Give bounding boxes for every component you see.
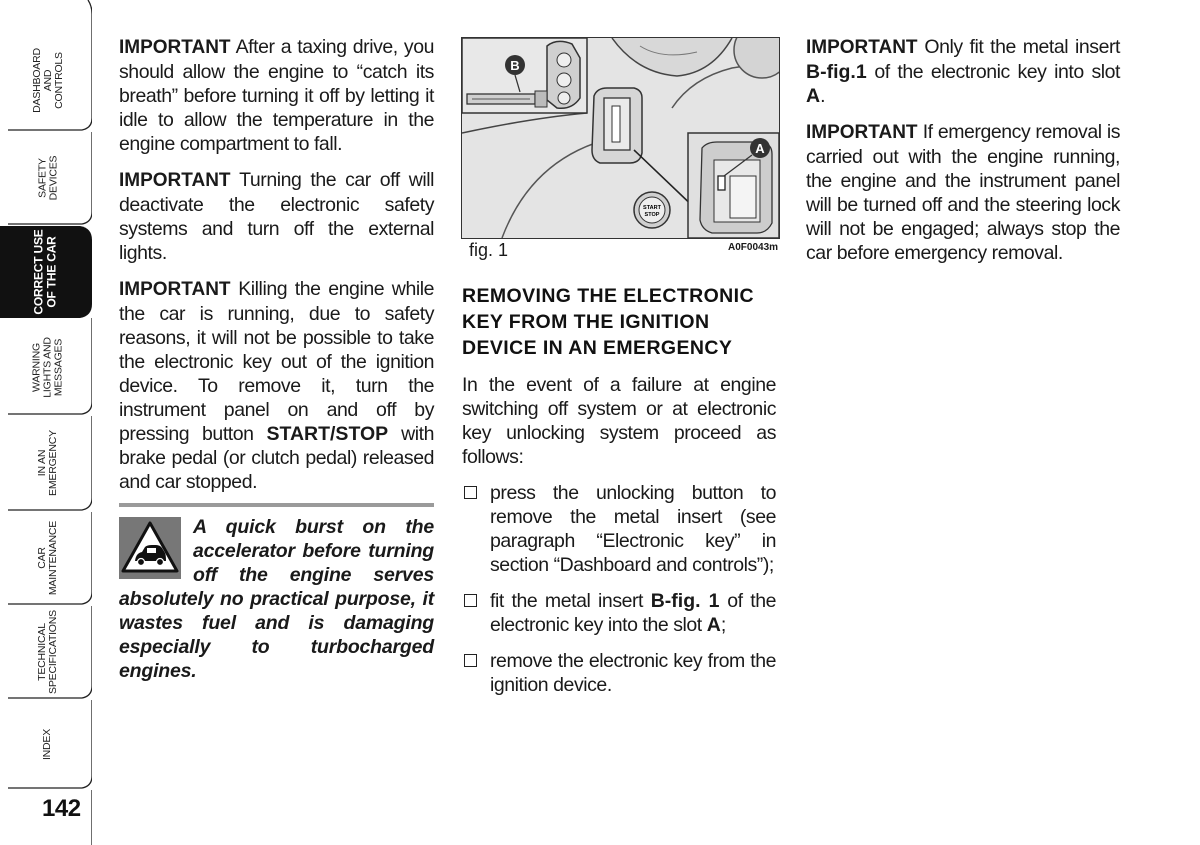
label-b: B bbox=[510, 58, 520, 73]
step-text: fit the metal insert bbox=[490, 590, 644, 612]
figure-caption: fig. 1 bbox=[469, 240, 509, 260]
tab-correct-use-of-the-car[interactable] bbox=[0, 226, 92, 318]
note-text: with brake pedal (or clutch pedal) released and car stopped. bbox=[119, 423, 434, 493]
figure-code: A0F0043m bbox=[728, 242, 779, 253]
start-stop-button-name: START/STOP bbox=[266, 423, 389, 445]
ignition-illustration bbox=[462, 38, 779, 238]
steps-list bbox=[462, 481, 776, 697]
tab-index[interactable] bbox=[8, 700, 88, 788]
important-keyword: IMPORTANT bbox=[119, 37, 231, 58]
important-keyword: IMPORTANT bbox=[806, 122, 918, 143]
tab-label: CAR MAINTENANCE bbox=[35, 520, 59, 596]
page-number: 142 bbox=[42, 795, 81, 822]
intro-paragraph: In the event of a failure at engine switching off system or at electronic key unlocking system proceed as follows: bbox=[462, 374, 776, 468]
section-tabs bbox=[0, 0, 92, 845]
note-text: Only fit the metal insert bbox=[924, 36, 1120, 58]
important-keyword: IMPORTANT bbox=[119, 170, 231, 191]
warning-divider bbox=[119, 503, 434, 507]
checkbox-bullet-icon bbox=[464, 594, 477, 607]
tab-label: DASHBOARD AND CONTROLS bbox=[30, 47, 65, 113]
important-note-2 bbox=[119, 168, 434, 265]
important-keyword: IMPORTANT bbox=[806, 37, 918, 58]
step-text: of the electronic key into the slot bbox=[490, 590, 777, 636]
tab-label: INDEX bbox=[41, 728, 54, 760]
warning-text: A quick burst on the accelerator before turning off the engine serves absolutely no practical purpose, it wastes fuel and is damaging especially to turbocharged engines. bbox=[119, 516, 434, 682]
slot-reference: A bbox=[706, 614, 721, 636]
list-item bbox=[462, 481, 776, 577]
tab-car-maintenance[interactable] bbox=[8, 512, 88, 604]
start-label: START bbox=[643, 205, 661, 211]
section-heading: REMOVING THE ELECTRONIC KEY FROM THE IGNITION DEVICE IN AN EMERGENCY bbox=[462, 285, 754, 359]
tab-safety-devices[interactable] bbox=[8, 132, 88, 224]
note-text: . bbox=[820, 85, 826, 107]
figure-reference: B-fig. 1 bbox=[650, 590, 720, 612]
tab-label: CORRECT USE OF THE CAR bbox=[31, 229, 59, 315]
tab-label: SAFETY DEVICES bbox=[35, 155, 59, 201]
tab-in-an-emergency[interactable] bbox=[8, 416, 88, 510]
right-column bbox=[806, 35, 1120, 277]
warning-box bbox=[119, 503, 434, 683]
important-note-5 bbox=[806, 120, 1120, 265]
important-note-4 bbox=[806, 35, 1120, 108]
step-text: remove the electronic key from the ignition device. bbox=[490, 650, 776, 696]
step-text: press the unlocking button to remove the metal insert (see paragraph “Electronic key” in section “Dashboard and controls”); bbox=[490, 482, 776, 576]
list-item bbox=[462, 649, 776, 697]
important-note-3 bbox=[119, 277, 434, 494]
tab-warning-lights-and-messages[interactable] bbox=[8, 320, 88, 414]
stop-label: STOP bbox=[644, 212, 660, 218]
figure-reference: B-fig.1 bbox=[806, 61, 867, 83]
slot-reference: A bbox=[806, 85, 821, 107]
left-column bbox=[119, 35, 434, 506]
tab-dashboard-and-controls[interactable] bbox=[8, 30, 88, 130]
checkbox-bullet-icon bbox=[464, 486, 477, 499]
important-keyword: IMPORTANT bbox=[119, 279, 231, 300]
tab-label: IN AN EMERGENCY bbox=[35, 430, 59, 496]
list-item bbox=[462, 589, 776, 637]
step-text: ; bbox=[720, 614, 726, 636]
note-text: Turning the car off will deactivate the electronic safety systems and turn off the external lights. bbox=[119, 169, 434, 264]
figure-1 bbox=[461, 37, 780, 239]
note-text: If emergency removal is carried out with the engine running, the engine and the instrument panel will be turned off and the steering lock will not be engaged; always stop the car before emergency removal. bbox=[806, 121, 1121, 264]
note-text: Killing the engine while the car is running, due to safety reasons, it will not be possible to take the electronic key out of the ignition device. To remove it, turn the instrument panel on and off by pressing button bbox=[119, 278, 434, 445]
label-a: A bbox=[755, 141, 765, 156]
important-note-1 bbox=[119, 35, 434, 156]
warning-triangle-car-icon bbox=[119, 517, 181, 579]
middle-column bbox=[462, 283, 776, 709]
note-text: of the electronic key into slot bbox=[874, 61, 1120, 83]
tab-label: WARNING LIGHTS AND MESSAGES bbox=[30, 336, 65, 398]
checkbox-bullet-icon bbox=[464, 654, 477, 667]
tab-technical-specifications[interactable] bbox=[8, 606, 88, 698]
note-text: After a taxing drive, you should allow the engine to “catch its breath” before turning it off by letting it idle to allow the temperature in the engine compartment to fall. bbox=[119, 36, 434, 155]
tab-label: TECHNICAL SPECIFICATIONS bbox=[36, 610, 59, 694]
